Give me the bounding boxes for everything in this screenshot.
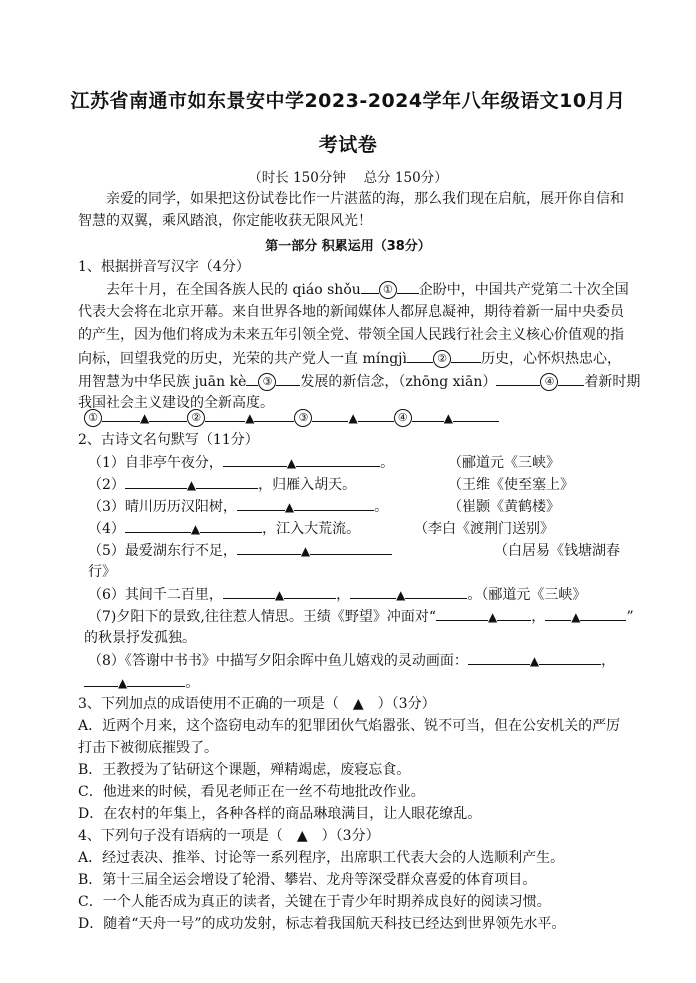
q2-source-1: （郦道元《三峡》: [448, 455, 560, 471]
answer-blank[interactable]: [361, 279, 379, 294]
q1-line3: 的产生，因为他们将成为未来五年引领全党、带领全国人民践行社会主义核心价值观的指: [78, 327, 624, 343]
q4-heading: 4、下列句子没有语病的一项是（ ▲ ）（3分）: [78, 828, 380, 844]
circle-number-3: ③: [258, 373, 276, 391]
answer-blank[interactable]: [205, 407, 245, 422]
q2-item1: [88, 452, 648, 473]
q1-text: 着新时期: [584, 374, 641, 390]
q2-source-6: 。（郦道元《三峡》: [467, 587, 587, 603]
q2-item3: [88, 496, 648, 517]
answer-blank[interactable]: [125, 518, 191, 533]
answer-blank[interactable]: [84, 672, 118, 687]
answer-blank[interactable]: [127, 672, 185, 687]
answer-blank[interactable]: [149, 407, 187, 422]
q2-source-3: （崔颢《黄鹤楼》: [448, 499, 560, 515]
q3-option-a-line1: A．近两个月来，这个盗窃电动车的犯罪团伙气焰嚣张、锐不可当，但在公安机关的严厉: [78, 718, 621, 734]
q3-option-c: C．他进来的时候，看见老师正在一丝不苟地批改作业。: [78, 784, 425, 800]
q2-item4: [88, 518, 648, 539]
triangle-icon: ▲: [286, 456, 297, 470]
triangle-icon: ▲: [529, 654, 540, 668]
q3-heading: 3、下列加点的成语使用不正确的一项是（ ▲ ）（3分）: [78, 696, 436, 712]
circle-number-3: ③: [294, 409, 312, 427]
q4-option-d: D．随着“天舟一号”的成功发射，标志着我国航天科技已经达到世界领先水平。: [78, 916, 566, 932]
triangle-icon: ▲: [245, 411, 255, 425]
answer-blank[interactable]: [196, 474, 258, 489]
triangle-icon: ▲: [274, 588, 285, 602]
answer-blank[interactable]: [223, 452, 287, 467]
triangle-icon: ▲: [140, 411, 150, 425]
q2-item5-cont: 行》: [88, 564, 116, 580]
q2-text: （3）晴川历历汉阳树，: [88, 499, 237, 515]
q2-text: 。: [185, 675, 200, 691]
exam-meta: （时长 150分钟 总分 150分）: [248, 170, 448, 186]
q1-answer-row: [84, 407, 644, 428]
answer-blank[interactable]: [284, 584, 336, 599]
q1-line1: [78, 279, 666, 300]
circle-number-4: ④: [540, 373, 558, 391]
answer-blank[interactable]: [350, 584, 396, 599]
triangle-icon: ▲: [186, 478, 197, 492]
q2-text: （5）最爱湖东行不足，: [88, 543, 237, 559]
q2-source-4: （李白《渡荆门送别》: [414, 521, 554, 537]
q1-line2: 代表大会将在北京开幕。来自世界各地的新闻媒体人都屏息凝神，期待着新一届中央委员: [78, 304, 624, 320]
answer-blank[interactable]: [397, 279, 419, 294]
q1-line5: [78, 371, 641, 392]
intro-line2: 智慧的双翼，乘风踏浪，你定能收获无限风光！: [78, 213, 372, 229]
q2-text: （2）: [88, 477, 125, 493]
q2-text: 。: [380, 455, 395, 471]
answer-blank[interactable]: [237, 496, 285, 511]
circle-number-2: ②: [433, 350, 451, 368]
q1-line4: [78, 348, 638, 369]
triangle-icon: ▲: [190, 522, 201, 536]
q2-item7: （7)夕阳下的景致,往往惹人情思。王绩《野望》冲面对“ ▲ ， ▲ ”: [88, 606, 648, 627]
triangle-icon: ▲: [118, 676, 128, 690]
q2-text: （4）: [88, 521, 125, 537]
triangle-icon: ▲: [396, 588, 406, 602]
answer-blank[interactable]: [468, 650, 530, 665]
answer-blank[interactable]: [358, 407, 394, 422]
q2-text: 。: [374, 499, 389, 515]
answer-blank[interactable]: [496, 371, 540, 386]
q2-item6: （6）其间千二百里， ▲ ， ▲ 。（郦道元《三峡》: [88, 584, 648, 605]
q1-line6: 我国社会主义建设的全新高度。: [78, 395, 274, 411]
exam-title-line1: 江苏省南通市如东景安中学2023-2024学年八年级语文10月月: [70, 90, 626, 112]
answer-blank[interactable]: [237, 540, 301, 555]
q2-text: （7)夕阳下的景致,往往惹人情思。王绩《野望》冲面对“: [88, 609, 436, 625]
answer-blank[interactable]: [312, 407, 348, 422]
answer-blank[interactable]: [200, 518, 262, 533]
intro-line1: 亲爱的同学，如果把这份试卷比作一片湛蓝的海，那么我们现在启航，展开你自信和: [106, 191, 624, 207]
circle-number-2: ②: [187, 409, 205, 427]
answer-blank[interactable]: [102, 407, 140, 422]
q2-heading: 2、古诗文名句默写（11分）: [78, 432, 259, 448]
circle-number-1: ①: [379, 281, 397, 299]
answer-blank[interactable]: [407, 348, 433, 363]
q1-text: 发展的新信念，（zhōng xiān）: [300, 374, 497, 390]
triangle-icon: ▲: [284, 500, 295, 514]
q1-text: 去年十月，在全国各族人民的 qiáo shǒu: [106, 282, 361, 298]
answer-blank[interactable]: [558, 371, 584, 386]
q2-text: ，江入大荒流。: [262, 521, 361, 537]
answer-blank[interactable]: [223, 584, 275, 599]
answer-blank[interactable]: [545, 606, 571, 621]
q2-text: （6）其间千二百里，: [88, 587, 223, 603]
triangle-icon: ▲: [487, 610, 498, 624]
q4-option-a: A．经过表决、推举、讨论等一系列程序，出席职工代表大会的人选顺利产生。: [78, 850, 565, 866]
q4-option-b: B．第十三届全运会增设了轮滑、攀岩、龙舟等深受群众喜爱的体育项目。: [78, 872, 537, 888]
q3-option-a-line2: 打击下被彻底摧毁了。: [78, 740, 218, 756]
answer-blank[interactable]: [310, 540, 392, 555]
answer-blank[interactable]: [580, 606, 626, 621]
answer-blank[interactable]: [254, 407, 294, 422]
q2-item8: （8）《答谢中书书》中描写夕阳余晖中鱼儿嬉戏的灵动画面： ▲ ，: [88, 650, 648, 671]
answer-blank[interactable]: [436, 606, 488, 621]
q3-option-d: D．在农村的年集上，各种各样的商品琳琅满目，让人眼花缭乱。: [78, 806, 482, 822]
answer-blank[interactable]: [294, 496, 374, 511]
q2-text: ，归雁入胡天。: [258, 477, 357, 493]
exam-title-line2: 考试卷: [318, 134, 378, 156]
answer-blank[interactable]: [246, 371, 258, 386]
triangle-icon: ▲: [443, 411, 453, 425]
answer-blank[interactable]: [412, 407, 444, 422]
q1-text: 历史，心怀炽热忠心，: [481, 351, 621, 367]
q1-text: 企盼中，中国共产党第二十次全国: [418, 282, 629, 298]
answer-blank[interactable]: [276, 371, 300, 386]
q1-text: 向标，回望我党的历史，光荣的共产党人一直 míngjì: [78, 351, 407, 367]
q2-source-2: （王维《使至塞上》: [448, 477, 574, 493]
q2-text: ”: [626, 609, 634, 625]
q3-option-b: B．王教授为了钻研这个课题，殚精竭虑，废寝忘食。: [78, 762, 411, 778]
q4-option-c: C．一个人能否成为真正的读者，关键在于青少年时期养成良好的阅读习惯。: [78, 894, 551, 910]
triangle-icon: ▲: [571, 610, 581, 624]
q2-source-5: （白居易《钱塘湖春: [494, 543, 620, 559]
triangle-icon: ▲: [348, 411, 358, 425]
answer-blank[interactable]: [296, 452, 380, 467]
answer-blank[interactable]: [405, 584, 467, 599]
q2-item7-cont: 的秋景抒发孤独。: [84, 630, 196, 646]
answer-blank[interactable]: [453, 407, 499, 422]
answer-blank[interactable]: [451, 348, 481, 363]
circle-number-1: ①: [84, 409, 102, 427]
section-heading: 第一部分 积累运用（38分）: [265, 239, 431, 254]
q2-text: （8）《答谢中书书》中描写夕阳余晖中鱼儿嬉戏的灵动画面：: [88, 653, 468, 669]
q2-item8-cont: [84, 672, 644, 693]
triangle-icon: ▲: [300, 544, 311, 558]
answer-blank[interactable]: [539, 650, 601, 665]
answer-blank[interactable]: [497, 606, 531, 621]
q2-text: （1）自非亭午夜分，: [88, 455, 223, 471]
circle-number-4: ④: [394, 409, 412, 427]
q1-text: 用智慧为中华民族 juān kè: [78, 374, 247, 390]
answer-blank[interactable]: [125, 474, 187, 489]
q1-heading: 1、根据拼音写汉字（4分）: [78, 259, 250, 275]
